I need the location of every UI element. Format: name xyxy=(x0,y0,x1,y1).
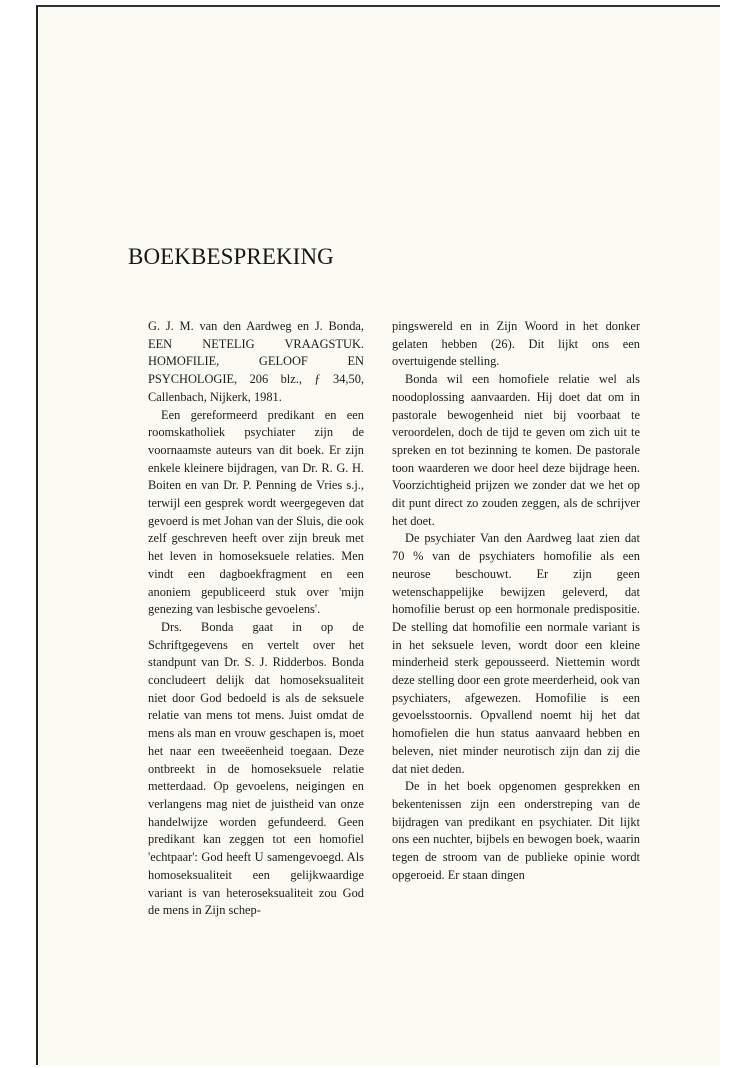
book-reference: G. J. M. van den Aardweg en J. Bonda, EEN NETELIG VRAAGSTUK. HOMOFILIE, GELOOF EN PSYCHOLOGIE, 206 blz., ƒ 34,50, Callenbach, Nijkerk, 1981. xyxy=(148,319,364,404)
page-heading: BOEKBESPREKING xyxy=(128,244,334,269)
paragraph-continuation: pingswereld en in Zijn Woord in het donker gelaten hebben (26). Dit lijkt ons een overtuigende stelling. xyxy=(392,319,640,369)
paragraph: De in het boek opgenomen gesprekken en bekentenissen zijn een onderstreping van de bijdragen van predikant en psychiater. Dit lijkt ons een nuchter, bijbels en bewogen boek, waarin tegen de stroom van de publieke opinie wordt opgeroeid. Er staan dingen xyxy=(392,779,640,882)
paragraph: Een gereformeerd predikant en een roomskatholiek psychiater zijn de voornaamste auteurs van dit boek. Er zijn enkele kleinere bijdragen, van Dr. R. G. H. Boiten en van Dr. P. Penning de Vries s.j., terwijl een gesprek wordt weergegeven dat gevoerd is met Johan van der Sluis, die ook zelf geschreven heeft over zijn breuk met het leven in homoseksuele relaties. Men vindt een dagboekfragment en een anoniem gepubliceerd stuk over 'mijn genezing van lesbische gevoelens'. xyxy=(148,407,364,617)
right-column xyxy=(392,318,640,885)
paragraph: Drs. Bonda gaat in op de Schriftgegevens en vertelt over het standpunt van Dr. S. J. Ridderbos. Bonda concludeert delijk dat homoseksualiteit niet door God bedoeld is als de seksuele relatie van mens tot mens. Juist omdat de mens als man en vrouw geschapen is, moet het naar een tweeëenheid toegaan. Deze ontbreekt in de homoseksuele relatie metterdaad. Op gevoelens, neigingen en verlangens mag niet de juistheid van onze handelwijze worden gefundeerd. Geen predikant kan zeggen tot een homofiel 'echtpaar': God heeft U samengevoegd. Als homoseksualiteit een gelijkwaardige variant is van heteroseksualiteit zou God de mens in Zijn schep- xyxy=(148,619,364,918)
paragraph: De psychiater Van den Aardweg laat zien dat 70 % van de psychiaters homofilie als een neurose beschouwt. Er zijn geen wetenschappelijke bewijzen geleverd, dat homofilie berust op een hormonale predispositie. De stelling dat homofilie een normale variant is in het seksuele leven, wordt door een kleine minderheid sterk gepousseerd. Niettemin wordt deze stelling door een grote meerderheid, ook van psychiaters, afgewezen. Homofilie is een gevoelsstoornis. Opvallend noemt hij het dat homofielen die hun status aanvaard hebben en beleven, niet minder neurotisch zijn dan zij die dat niet deden. xyxy=(392,531,640,776)
paragraph: Bonda wil een homofiele relatie wel als noodoplossing aanvaarden. Hij doet dat om in pastorale bewogenheid niet bij voorbaat te veroordelen, doch de tijd te geven om zich uit te spreken en tot bezinning te komen. De pastorale toon waarderen we door heel deze bijdrage heen. Voorzichtigheid prijzen we zonder dat we het op dit punt direct zo zouden zeggen, als de schrijver het doet. xyxy=(392,372,640,528)
left-column xyxy=(148,318,364,920)
